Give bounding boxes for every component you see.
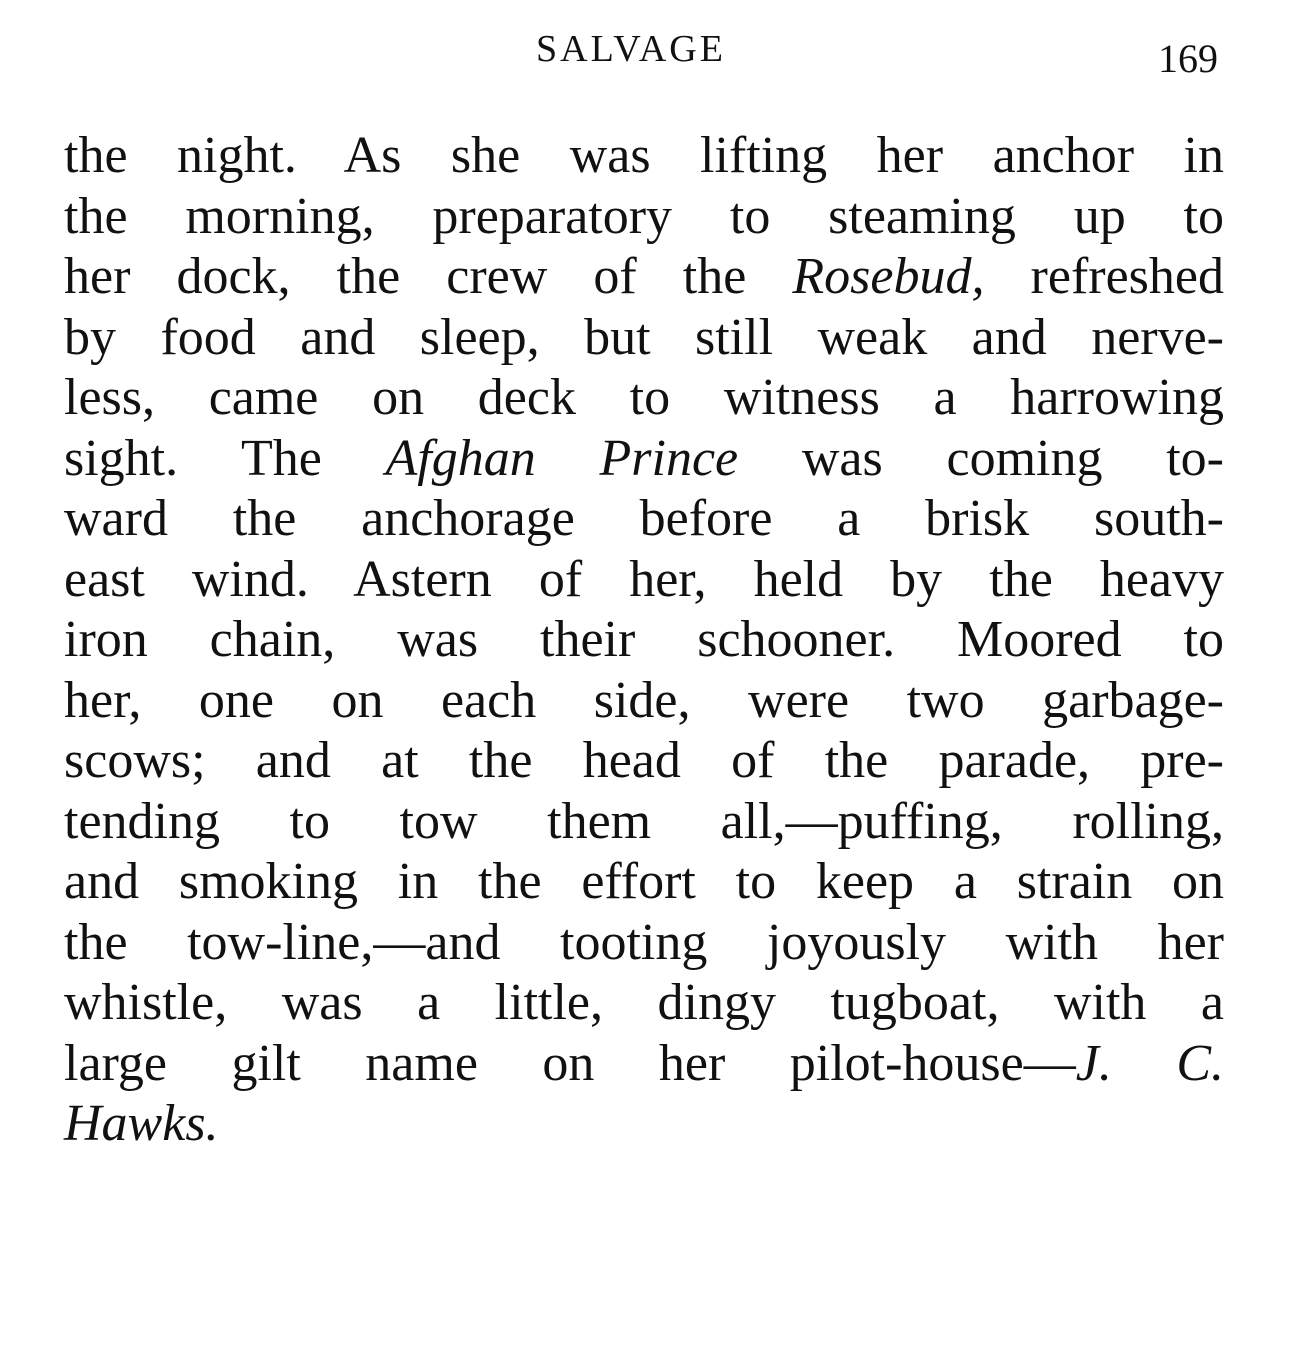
text-line-5: less, came on deck to witness a harrowing xyxy=(64,369,1224,426)
text-line-16 xyxy=(64,1034,1224,1095)
text-line-8: east wind. Astern of her, held by the heavy xyxy=(64,550,1224,608)
body-text xyxy=(64,126,1224,1155)
text-line-16-start: large gilt name on her pilot-house— xyxy=(64,1034,1076,1092)
ship-name-rosebud: Rosebud, xyxy=(792,248,985,305)
ship-name-jc: J. C. xyxy=(1075,1034,1225,1092)
text-line-1: the night. As she was lifting her anchor in xyxy=(64,127,1224,184)
running-head xyxy=(0,24,1303,81)
text-line-14: the tow-line,—and tooting joyously with her xyxy=(64,913,1224,971)
text-line-15: whistle, was a little, dingy tugboat, with a xyxy=(64,974,1224,1031)
text-line-3-end: refreshed xyxy=(984,248,1224,305)
text-line-6 xyxy=(64,429,1224,490)
text-line-3 xyxy=(64,247,1224,308)
text-line-10: her, one on each side, were two garbage- xyxy=(64,671,1224,729)
text-line-17 xyxy=(64,1094,1224,1155)
text-line-12: tending to tow them all,—puffing, rolling, xyxy=(64,792,1224,850)
text-line-4: by food and sleep, but still weak and nerve- xyxy=(64,308,1224,366)
text-line-3-start: her dock, the crew of the xyxy=(64,248,793,305)
ship-name-afghan-prince: Afghan Prince xyxy=(385,429,739,487)
running-title: SALVAGE xyxy=(536,28,726,70)
text-line-2: the morning, preparatory to steaming up to xyxy=(64,187,1224,245)
text-line-9: iron chain, was their schooner. Moored to xyxy=(64,611,1224,668)
text-line-13: and smoking in the effort to keep a strain on xyxy=(64,853,1224,910)
ship-name-hawks: Hawks. xyxy=(64,1095,219,1152)
page-number: 169 xyxy=(1158,36,1218,81)
text-line-6-end: was coming to- xyxy=(738,429,1224,487)
text-line-11: scows; and at the head of the parade, pre- xyxy=(64,732,1224,789)
text-line-7: ward the anchorage before a brisk south- xyxy=(64,490,1224,547)
text-line-6-start: sight. The xyxy=(64,429,386,487)
